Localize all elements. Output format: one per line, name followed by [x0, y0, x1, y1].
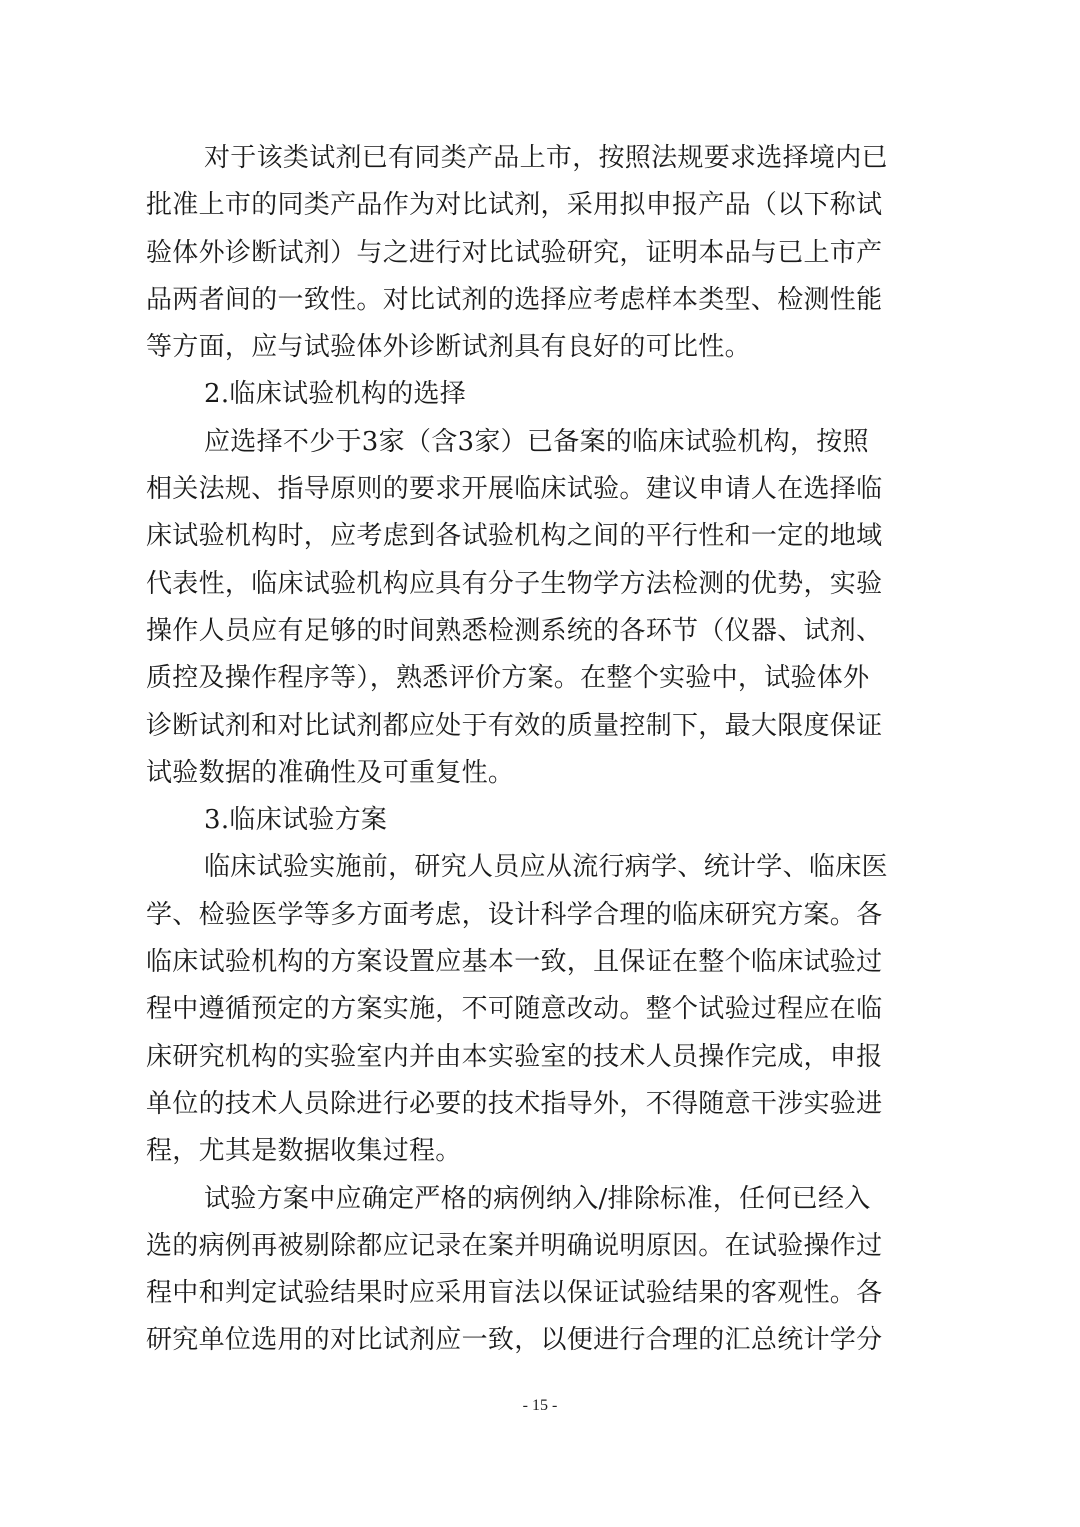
- paragraph-line: 程中遵循预定的方案实施，不可随意改动。整个试验过程应在临: [146, 994, 883, 1025]
- paragraph-line: 操作人员应有足够的时间熟悉检测系统的各环节（仪器、试剂、: [146, 615, 883, 646]
- paragraph-line: 临床试验机构的方案设置应基本一致，且保证在整个临床试验过: [146, 947, 883, 978]
- section-heading: 3.临床试验方案: [204, 805, 388, 836]
- paragraph-line: 对于该类试剂已有同类产品上市，按照法规要求选择境内已: [204, 143, 888, 173]
- paragraph-line: 程中和判定试验结果时应采用盲法以保证试验结果的客观性。各: [146, 1278, 883, 1309]
- paragraph-line: 试验数据的准确性及可重复性。: [146, 757, 515, 788]
- paragraph-line: 应选择不少于3家（含3家）已备案的临床试验机构，按照: [204, 426, 869, 457]
- paragraph-line: 诊断试剂和对比试剂都应处于有效的质量控制下，最大限度保证: [146, 710, 883, 741]
- paragraph-line: 质控及操作程序等），熟悉评价方案。在整个实验中，试验体外: [146, 663, 870, 694]
- paragraph-line: 单位的技术人员除进行必要的技术指导外，不得随意干涉实验进: [146, 1088, 883, 1119]
- paragraph-line: 试验方案中应确定严格的病例纳入/排除标准，任何已经入: [204, 1183, 871, 1214]
- paragraph-line: 选的病例再被剔除都应记录在案并明确说明原因。在试验操作过: [146, 1230, 883, 1261]
- section-heading: 2.临床试验机构的选择: [204, 379, 467, 410]
- paragraph-line: 相关法规、指导原则的要求开展临床试验。建议申请人在选择临: [146, 474, 883, 505]
- paragraph-line: 批准上市的同类产品作为对比试剂，采用拟申报产品（以下称试: [146, 190, 883, 221]
- paragraph-line: 等方面，应与试验体外诊断试剂具有良好的可比性。: [146, 332, 751, 363]
- paragraph-line: 品两者间的一致性。对比试剂的选择应考虑样本类型、检测性能: [146, 284, 883, 315]
- body-text: [146, 135, 946, 1365]
- paragraph-line: 临床试验实施前，研究人员应从流行病学、统计学、临床医: [204, 852, 888, 883]
- paragraph-line: 床研究机构的实验室内并由本实验室的技术人员操作完成，申报: [146, 1041, 883, 1072]
- paragraph-line: 学、检验医学等多方面考虑，设计科学合理的临床研究方案。各: [146, 899, 883, 930]
- paragraph-line: 代表性，临床试验机构应具有分子生物学方法检测的优势，实验: [146, 568, 883, 599]
- paragraph-line: 验体外诊断试剂）与之进行对比试验研究，证明本品与已上市产: [146, 237, 883, 268]
- page-number: - 15 -: [522, 1397, 558, 1414]
- paragraph-line: 研究单位选用的对比试剂应一致，以便进行合理的汇总统计学分: [146, 1325, 883, 1356]
- paragraph-line: 程，尤其是数据收集过程。: [146, 1136, 462, 1167]
- paragraph-line: 床试验机构时，应考虑到各试验机构之间的平行性和一定的地域: [146, 521, 883, 552]
